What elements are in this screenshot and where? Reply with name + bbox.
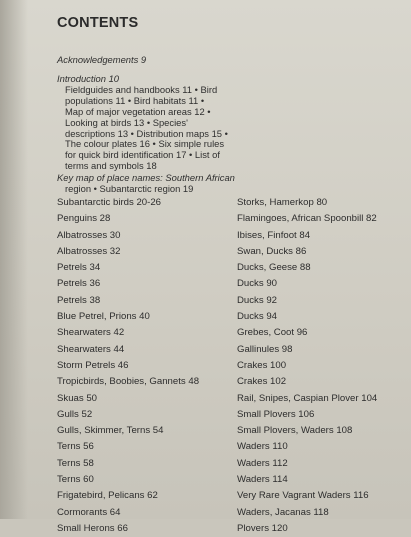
toc-entry: Crakes 100 [237, 359, 287, 371]
acknowledgements-entry: Acknowledgements 9 [57, 54, 147, 65]
toc-entry: Shearwaters 44 [57, 343, 125, 355]
toc-entry: Waders 114 [237, 474, 288, 486]
toc-entry: Waders 112 [237, 457, 288, 469]
toc-entry: Petrels 36 [57, 278, 101, 290]
toc-entry: Terns 56 [57, 441, 94, 453]
introduction-line: The colour plates 16 • Six simple rules [65, 138, 225, 150]
introduction-line: Map of major vegetation areas 12 • [65, 105, 211, 117]
toc-entry: Gulls 52 [57, 408, 93, 420]
toc-entry: Ibises, Finfoot 84 [237, 229, 311, 241]
toc-entry: Gallinules 98 [237, 343, 293, 355]
toc-entry: Subantarctic birds 20-26 [57, 197, 161, 208]
toc-entry: Small Plovers 106 [237, 408, 315, 420]
toc-entry: Terns 58 [57, 457, 94, 469]
introduction-line: descriptions 13 • Distribution maps 15 • [65, 127, 228, 139]
page-gutter-shadow [0, 0, 28, 519]
toc-entry: Ducks 92 [237, 294, 277, 306]
page-title: CONTENTS [57, 15, 139, 31]
toc-entry: Storks, Hamerkop 80 [237, 197, 328, 208]
introduction-line: Fieldguides and handbooks 11 • Bird [65, 83, 218, 95]
introduction-line: Looking at birds 13 • Species' [65, 116, 188, 128]
toc-entry: Ducks, Geese 88 [237, 262, 311, 274]
toc-entry: Shearwaters 42 [57, 327, 125, 339]
toc-entry: Albatrosses 30 [57, 229, 121, 241]
toc-entry: Plovers 120 [237, 522, 288, 534]
toc-entry: Flamingoes, African Spoonbill 82 [237, 213, 377, 225]
key-map-heading: Key map of place names: Southern African [57, 172, 235, 183]
toc-entry: Petrels 34 [57, 262, 101, 274]
contents-left-column [57, 195, 237, 537]
toc-entry: Penguins 28 [57, 213, 111, 225]
toc-entry: Petrels 38 [57, 294, 101, 306]
introduction-line: for quick bird identification 17 • List of [65, 149, 220, 161]
introduction-section [57, 74, 307, 172]
toc-entry: Gulls, Skimmer, Terns 54 [57, 425, 164, 437]
toc-entry: Small Herons 66 [57, 522, 128, 534]
contents-right-column [237, 195, 407, 537]
toc-entry: Terns 60 [57, 474, 94, 486]
toc-entry: Swan, Ducks 86 [237, 245, 307, 257]
toc-entry: Waders 110 [237, 441, 288, 453]
toc-entry: Cormorants 64 [57, 506, 121, 518]
toc-entry: Ducks 94 [237, 311, 277, 323]
introduction-line: populations 11 • Bird habitats 11 • [65, 94, 205, 106]
introduction-line: terms and symbols 18 [65, 160, 157, 172]
toc-entry: Grebes, Coot 96 [237, 327, 308, 339]
toc-entry: Blue Petrel, Prions 40 [57, 311, 150, 323]
toc-entry: Albatrosses 32 [57, 245, 121, 257]
toc-entry: Waders, Jacanas 118 [237, 506, 329, 518]
key-map-section [57, 173, 317, 195]
toc-entry: Storm Petrels 46 [57, 359, 129, 371]
toc-entry: Crakes 102 [237, 376, 287, 388]
toc-entry: Frigatebird, Pelicans 62 [57, 490, 158, 502]
toc-entry: Very Rare Vagrant Waders 116 [237, 490, 369, 502]
toc-entry: Rail, Snipes, Caspian Plover 104 [237, 392, 378, 404]
toc-entry: Ducks 90 [237, 278, 277, 290]
toc-entry: Small Plovers, Waders 108 [237, 425, 353, 437]
toc-entry: Tropicbirds, Boobies, Gannets 48 [57, 376, 200, 388]
toc-entry: Skuas 50 [57, 392, 98, 404]
introduction-heading: Introduction 10 [57, 73, 120, 84]
key-map-line: region • Subantarctic region 19 [65, 182, 194, 194]
